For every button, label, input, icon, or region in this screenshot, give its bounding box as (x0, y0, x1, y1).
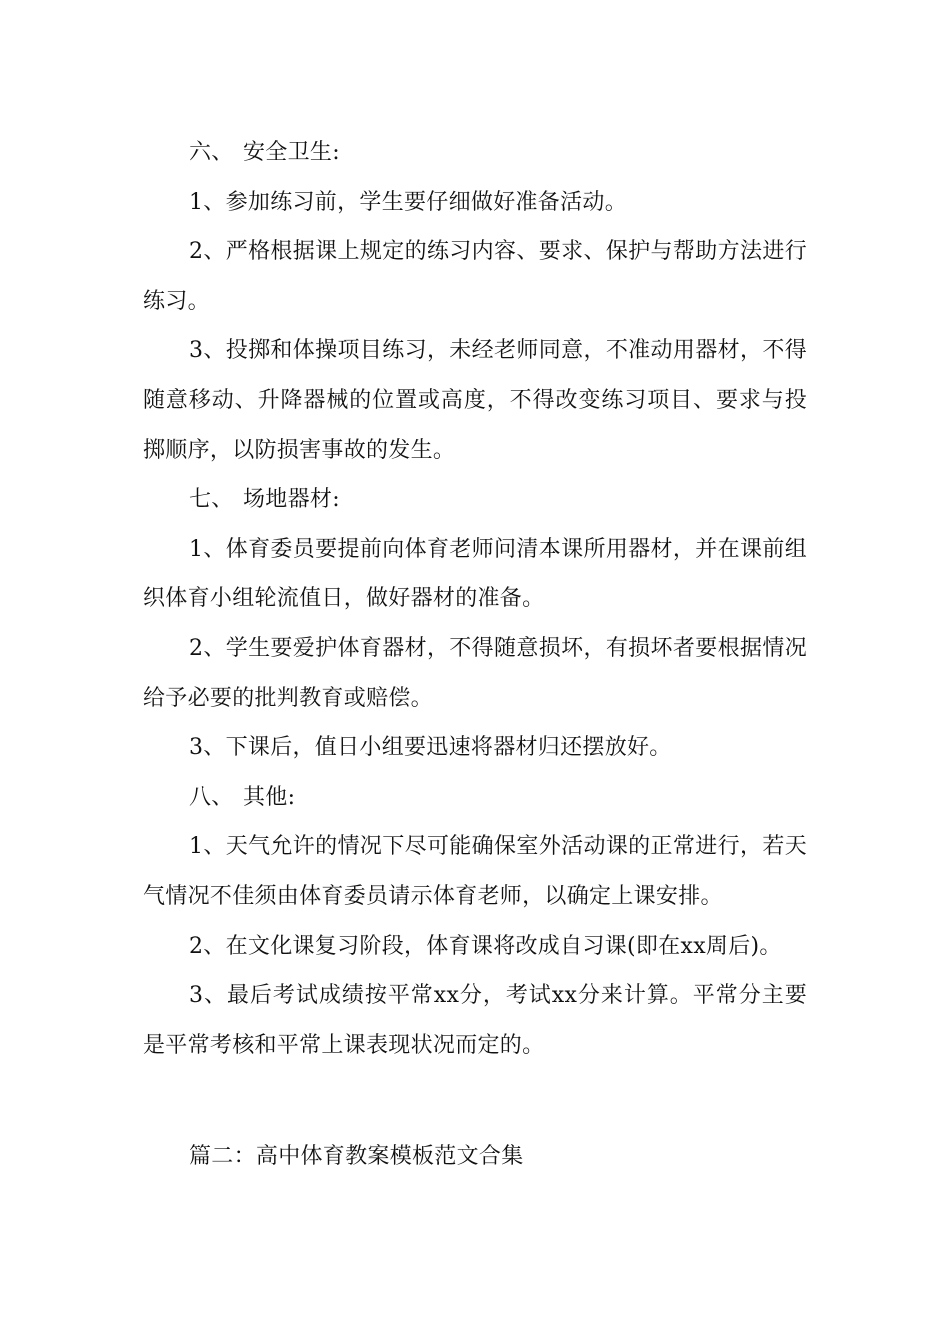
paragraph: 2、严格根据课上规定的练习内容、要求、保护与帮助方法进行练习。 (143, 239, 807, 314)
heading-number: 七、 (189, 487, 234, 513)
heading-text: 安全卫生: (243, 140, 340, 165)
document-body (143, 128, 807, 1182)
paragraph: 2、在文化课复习阶段，体育课将改成自习课(即在xx周后)。 (189, 933, 782, 959)
heading-number: 八、 (189, 784, 234, 810)
paragraph: 1、天气允许的情况下尽可能确保室外活动课的正常进行，若天气情况不佳须由体育委员请示体育老师，以确定上课安排。 (143, 834, 807, 909)
heading-text: 其他: (243, 784, 296, 810)
section-heading-8 (143, 773, 807, 823)
section-title: 篇二：高中体育教案模板范文合集 (189, 1144, 524, 1170)
paragraph: 1、参加练习前，学生要仔细做好准备活动。 (189, 189, 627, 215)
paragraph: 3、下课后，值日小组要迅速将器材归还摆放好。 (189, 735, 672, 761)
section-heading-6 (143, 128, 807, 178)
section-heading-7 (143, 475, 807, 525)
paragraph: 3、最后考试成绩按平常xx分，考试xx分来计算。平常分主要是平常考核和平常上课表现状况而定的。 (143, 983, 807, 1058)
paragraph: 1、体育委员要提前向体育老师问清本课所用器材，并在课前组织体育小组轮流值日，做好器材的准备。 (143, 536, 807, 612)
heading-number: 六、 (189, 140, 234, 165)
heading-text: 场地器材: (243, 487, 340, 513)
paragraph: 2、学生要爱护体育器材，不得随意损坏，有损坏者要根据情况给予必要的批判教育或赔偿。 (143, 635, 807, 711)
paragraph: 3、投掷和体操项目练习，未经老师同意，不准动用器材，不得随意移动、升降器械的位置或高度，不得改变练习项目、要求与投掷顺序，以防损害事故的发生。 (143, 338, 807, 463)
section-spacer (143, 1070, 807, 1132)
